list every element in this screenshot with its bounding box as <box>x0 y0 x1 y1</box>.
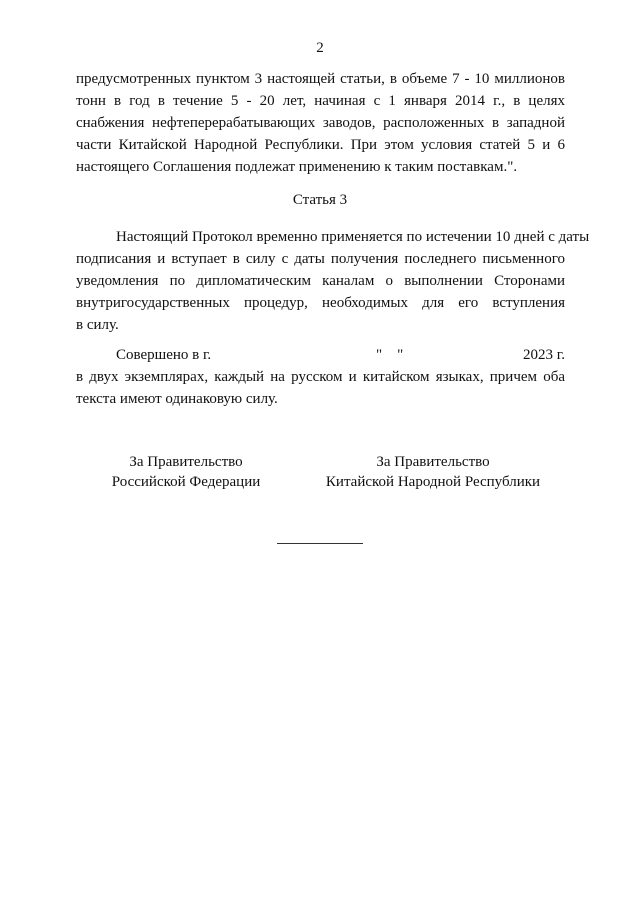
date-quotes: " " <box>376 347 404 363</box>
text-line: тонн в год в течение 5 - 20 лет, начиная с 1 января 2014 г., в целях <box>76 93 565 109</box>
end-separator-line <box>277 543 363 544</box>
signatory-line: За Правительство <box>376 454 490 470</box>
signatory-russia <box>86 452 286 492</box>
article-heading: Статья 3 <box>292 192 348 208</box>
concluded-prefix: Совершено в г. <box>116 347 212 363</box>
text-line: текста имеют одинаковую силу. <box>76 391 278 407</box>
text-line: уведомления по дипломатическим каналам о выполнении Сторонами <box>76 273 565 289</box>
text-line: внутригосударственных процедур, необходимых для его вступления <box>76 295 565 311</box>
page-number: 2 <box>316 40 324 56</box>
paragraph-continuation <box>76 68 565 178</box>
text-line: Настоящий Протокол временно применяется по истечении 10 дней с даты <box>116 229 590 245</box>
text-line: в силу. <box>76 317 119 333</box>
paragraph-copies <box>76 366 565 410</box>
paragraph-article-3 <box>76 226 590 336</box>
text-line: части Китайской Народной Республики. При этом условия статей 5 и 6 <box>76 137 565 153</box>
signatory-line: За Правительство <box>129 454 243 470</box>
text-line: предусмотренных пунктом 3 настоящей статьи, в объеме 7 - 10 миллионов <box>76 71 565 87</box>
concluded-year: 2023 г. <box>523 347 565 363</box>
text-line: снабжения нефтеперерабатывающих заводов, расположенных в западной <box>76 115 565 131</box>
concluded-line <box>76 344 565 366</box>
text-line: подписания и вступает в силу с даты получения последнего письменного <box>76 251 565 267</box>
signatory-line: Российской Федерации <box>111 474 261 490</box>
text-line: в двух экземплярах, каждый на русском и китайском языках, причем оба <box>76 369 565 385</box>
signatory-china <box>318 452 548 492</box>
signatory-line: Китайской Народной Республики <box>325 474 541 490</box>
text-line: настоящего Соглашения подлежат применению к таким поставкам.". <box>76 159 518 175</box>
